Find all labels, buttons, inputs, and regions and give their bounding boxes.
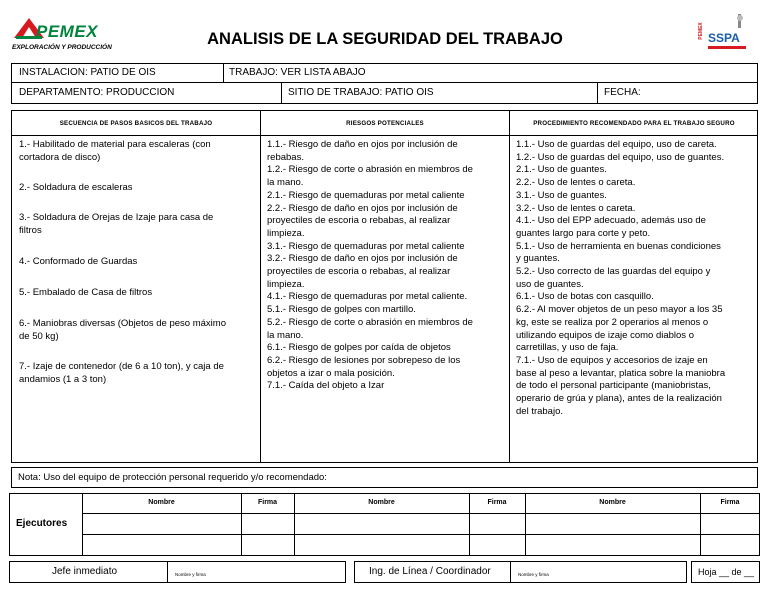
nombre-header: Nombre <box>148 499 175 506</box>
firma-header: Firma <box>257 499 278 506</box>
secuencia-item: 2.- Soldadura de escaleras <box>19 182 133 193</box>
jefe-label: Jefe inmediato <box>52 566 118 577</box>
departamento-field: DEPARTAMENTO: PRODUCCION <box>19 87 175 98</box>
trabajo-field: TRABAJO: VER LISTA ABAJO <box>229 67 366 78</box>
procedimiento-line: utilizando equipos de izaje como diablos o <box>516 329 694 341</box>
pemex-tagline: EXPLORACIÓN Y PRODUCCIÓN <box>12 44 112 51</box>
riesgo-line: 4.1.- Riesgo de quemaduras por metal caliente. <box>267 291 468 303</box>
procedimiento-line: 2.2.- Uso de lentes o careta. <box>516 177 636 189</box>
riesgo-line: 1.1.- Riesgo de daño en ojos por inclusión de <box>267 139 458 150</box>
ing-label: Ing. de Línea / Coordinador <box>369 566 491 577</box>
sspa-emblem-icon <box>732 14 748 32</box>
procedimiento-line: 1.1.- Uso de guardas del equipo, uso de careta. <box>516 139 717 150</box>
pemex-logo <box>12 16 117 56</box>
riesgo-line: rebabas. <box>267 151 304 163</box>
firma-header: Firma <box>720 499 740 506</box>
pemex-wordmark: PEMEX <box>36 22 99 41</box>
secuencia-item: 1.- Habilitado de material para escaleras (con cortadora de disco) <box>19 139 211 163</box>
jefe-box <box>9 561 346 583</box>
sspa-underline <box>708 46 746 49</box>
secuencia-column <box>19 139 257 386</box>
procedimiento-line: 2.1.- Uso de guantes. <box>516 164 607 176</box>
riesgo-line: 1.2.- Riesgo de corte o abrasión en miembros de <box>267 164 473 176</box>
sspa-wordmark: SSPA <box>708 31 740 45</box>
riesgo-line: proyectiles de escoria o rebabas, al realizar <box>267 215 451 227</box>
page-title: ANALISIS DE LA SEGURIDAD DEL TRABAJO <box>207 30 563 48</box>
nota-box <box>11 467 758 488</box>
riesgo-line: 7.1.- Caída del objeto a Izar <box>267 380 385 392</box>
column-header-procedimiento: PROCEDIMIENTO RECOMENDADO PARA EL TRABAJO SEGURO <box>533 120 735 127</box>
ing-box <box>354 561 687 583</box>
procedimiento-line: 5.2.- Uso correcto de las guardas del equipo y <box>516 266 711 278</box>
riesgo-line: la mano. <box>267 329 304 341</box>
hoja-box <box>691 561 760 583</box>
info-row-1 <box>11 63 758 83</box>
secuencia-item: 3.- Soldadura de Orejas de Izaje para casa de filtros <box>19 212 214 236</box>
nota-text: Nota: Uso del equipo de protección personal requerido y/o recomendado: <box>18 472 327 483</box>
info-row-2 <box>11 83 758 104</box>
procedimiento-line: guantes largo para corte y peto. <box>516 227 651 239</box>
procedimiento-line: 6.1.- Uso de botas con casquillo. <box>516 291 654 303</box>
procedimiento-line: 3.2.- Uso de lentes o careta. <box>516 202 636 214</box>
main-table <box>11 110 758 463</box>
procedimiento-line: 7.1.- Uso de equipos y accesorios de izaje en <box>516 354 708 366</box>
riesgo-line: 5.1.- Riesgo de golpes con martillo. <box>267 304 416 316</box>
sspa-side-text: PEMEX <box>697 22 704 40</box>
column-header-riesgos: RIESGOS POTENCIALES <box>346 120 424 127</box>
nombre-header: Nombre <box>368 499 395 506</box>
riesgos-column <box>267 139 505 393</box>
riesgo-line: limpieza. <box>267 227 305 239</box>
procedimiento-line: 6.2.- Al mover objetos de un peso mayor a los 35 <box>516 304 723 316</box>
riesgo-line: objetos a izar o mala posición. <box>267 367 395 379</box>
jefe-signature-hint: Nombre y firma <box>175 572 206 577</box>
riesgo-line: proyectiles de escoria o rebabas, al realizar <box>267 266 451 278</box>
ejecutores-label: Ejecutores <box>16 518 68 529</box>
ing-signature-hint: Nombre y firma <box>518 572 549 577</box>
riesgo-line: 5.2.- Riesgo de corte o abrasión en miembros de <box>267 316 473 328</box>
riesgo-line: 6.2.- Riesgo de lesiones por sobrepeso de los <box>267 354 461 366</box>
procedimiento-line: uso de guantes. <box>516 278 584 290</box>
ejecutores-table <box>9 493 760 556</box>
sitio-field: SITIO DE TRABAJO: PATIO OIS <box>288 87 434 98</box>
firma-header: Firma <box>487 499 507 506</box>
riesgo-line: 3.2.- Riesgo de daño en ojos por inclusión de <box>267 253 458 265</box>
procedimiento-line: 3.1.- Uso de guantes. <box>516 189 607 201</box>
secuencia-item: 5.- Embalado de Casa de filtros <box>19 287 153 298</box>
procedimiento-line: 4.1.- Uso del EPP adecuado, además uso de <box>516 215 706 227</box>
secuencia-item: 7.- Izaje de contenedor (de 6 a 10 ton), y caja de andamios (1 a 3 ton) <box>19 361 224 385</box>
procedimiento-line: y guantes. <box>516 253 560 265</box>
sspa-logo <box>697 14 752 56</box>
procedimiento-line: de todo el personal participante (maniobristas, <box>516 380 711 392</box>
procedimiento-column <box>516 139 756 418</box>
riesgo-line: 2.2.- Riesgo de daño en ojos por inclusión de <box>267 202 458 214</box>
riesgo-line: limpieza. <box>267 278 305 290</box>
procedimiento-line: base al peso a levantar, platica sobre la maniobra <box>516 367 726 379</box>
page-counter: Hoja __ de __ <box>698 567 755 577</box>
secuencia-item: 4.- Conformado de Guardas <box>19 256 138 267</box>
procedimiento-line: kg, este se realiza por 2 operarios al menos o <box>516 316 709 328</box>
secuencia-item: 6.- Maniobras diversas (Objetos de peso máximo de 50 kg) <box>19 318 226 342</box>
riesgo-line: 6.1.- Riesgo de golpes por caída de objetos <box>267 342 451 354</box>
procedimiento-line: del trabajo. <box>516 405 564 417</box>
nombre-header: Nombre <box>599 499 626 506</box>
procedimiento-line: 5.1.- Uso de herramienta en buenas condiciones <box>516 240 721 252</box>
procedimiento-line: operario de grúa y plana), antes de la realización <box>516 393 722 405</box>
riesgo-line: la mano. <box>267 177 304 189</box>
riesgo-line: 2.1.- Riesgo de quemaduras por metal caliente <box>267 189 465 201</box>
procedimiento-line: carretillas, y uso de faja. <box>516 342 619 354</box>
column-header-secuencia: SECUENCIA DE PASOS BASICOS DEL TRABAJO <box>59 120 213 127</box>
instalacion-field: INSTALACION: PATIO DE OIS <box>19 67 156 78</box>
fecha-field: FECHA: <box>604 87 641 98</box>
riesgo-line: 3.1.- Riesgo de quemaduras por metal caliente <box>267 240 465 252</box>
procedimiento-line: 1.2.- Uso de guardas del equipo, uso de guantes. <box>516 151 725 163</box>
